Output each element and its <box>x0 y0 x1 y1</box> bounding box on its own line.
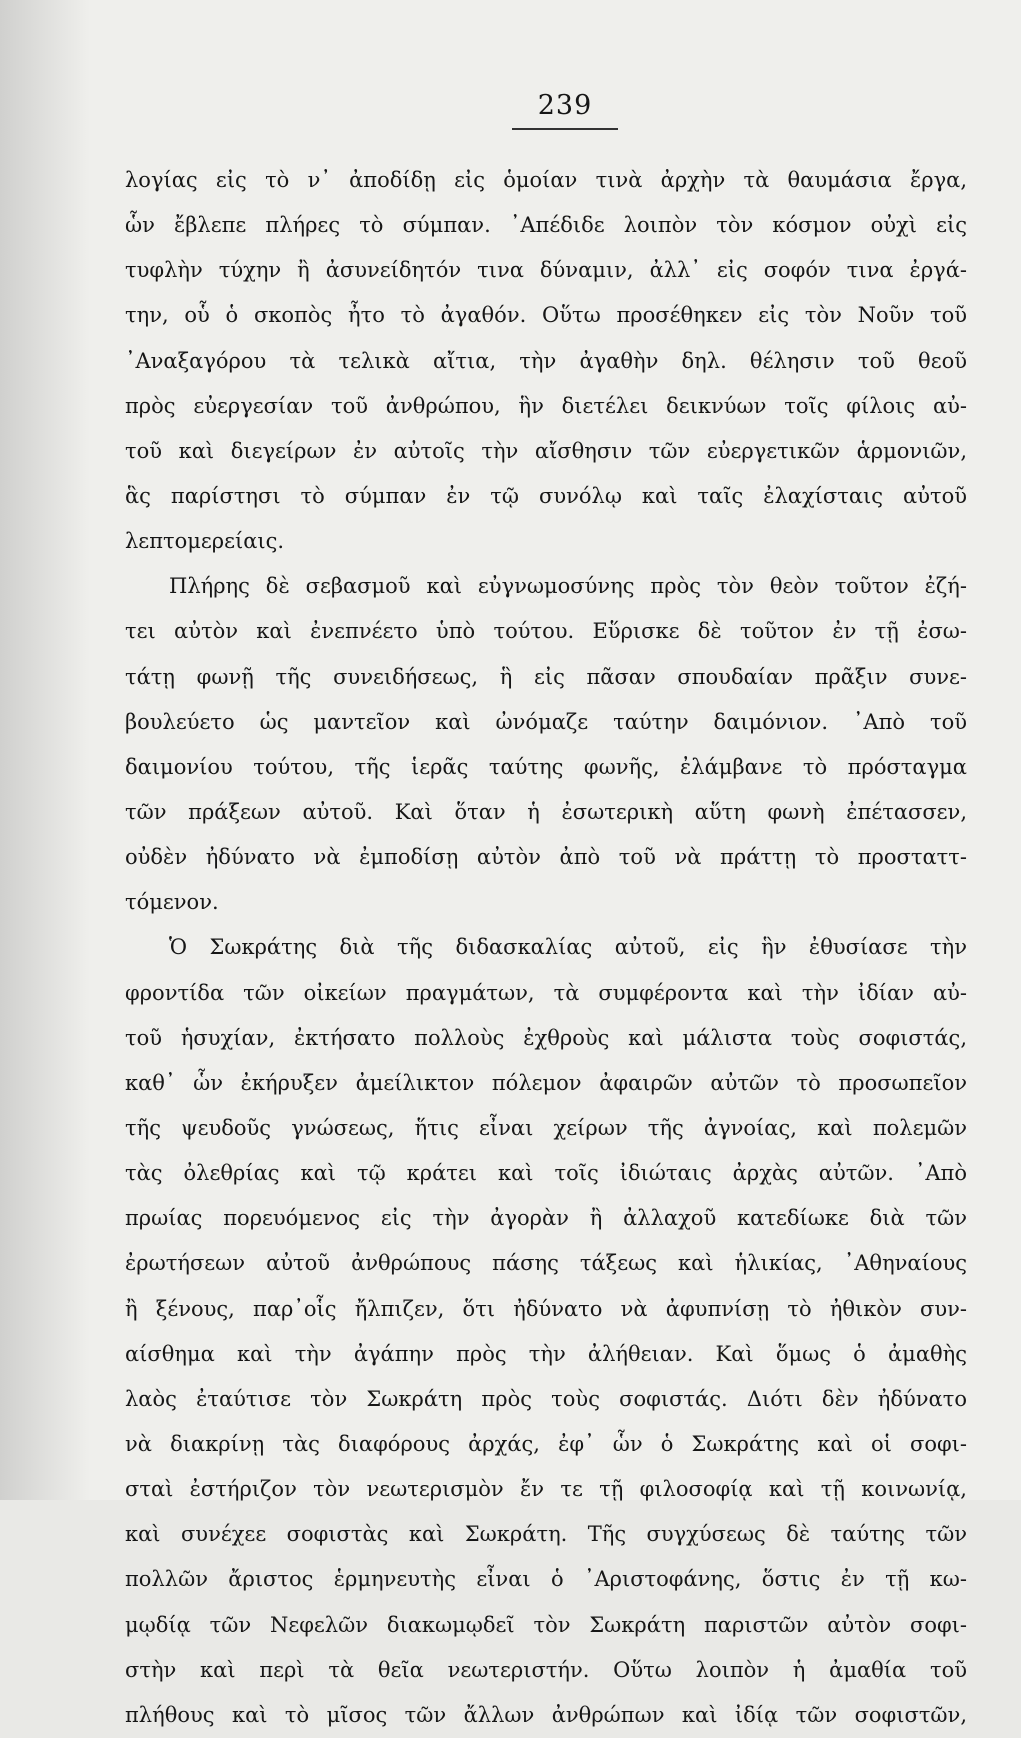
text-line: πρὸς εὐεργεσίαν τοῦ ἀνθρώπου, ἣν διετέλει δεικνύων τοῖς φίλοις αὐ- <box>125 393 967 418</box>
text-line: μῳδίᾳ τῶν Νεφελῶν διακωμῳδεῖ τὸν Σωκράτη παριστῶν αὐτὸν σοφι- <box>125 1612 967 1637</box>
text-line: ἢ ξένους, παρ᾿οἷς ἤλπιζεν, ὅτι ἠδύνατο νὰ ἀφυπνίσῃ τὸ ἠθικὸν συν- <box>125 1296 967 1321</box>
text-line: φροντίδα τῶν οἰκείων πραγμάτων, τὰ συμφέροντα καὶ τὴν ἰδίαν αὐ- <box>125 980 967 1005</box>
text-line: τοῦ ἡσυχίαν, ἐκτήσατο πολλοὺς ἐχθροὺς καὶ μάλιστα τοὺς σοφιστάς, <box>125 1025 967 1050</box>
text-line: πρωίας πορευόμενος εἰς τὴν ἀγορὰν ἢ ἀλλαχοῦ κατεδίωκε διὰ τῶν <box>125 1206 967 1231</box>
text-line: ἃς παρίστησι τὸ σύμπαν ἐν τῷ συνόλῳ καὶ ταῖς ἐλαχίσταις αὐτοῦ <box>125 483 967 508</box>
text-line: σταὶ ἐστήριζον τὸν νεωτερισμὸν ἔν τε τῇ φιλοσοφίᾳ καὶ τῇ κοινωνίᾳ, <box>125 1477 967 1502</box>
scan-edge-shadow <box>0 0 90 1500</box>
text-line: δαιμονίου τούτου, τῆς ἱερᾶς ταύτης φωνῆς, ἐλάμβανε τὸ πρόσταγμα <box>125 754 967 779</box>
text-line: καθ᾿ ὧν ἐκήρυξεν ἀμείλικτον πόλεμον ἀφαιρῶν αὐτῶν τὸ προσωπεῖον <box>125 1070 967 1095</box>
text-line: λογίας εἰς τὸ ν᾿ ἀποδίδῃ εἰς ὁμοίαν τινὰ ἀρχὴν τὰ θαυμάσια ἔργα, <box>125 168 967 192</box>
text-line: καὶ συνέχεε σοφιστὰς καὶ Σωκράτη. Τῆς συγχύσεως δὲ ταύτης τῶν <box>125 1522 967 1547</box>
text-line: τῆς ψευδοῦς γνώσεως, ἥτις εἶναι χείρων τῆς ἀγνοίας, καὶ πολεμῶν <box>125 1115 967 1140</box>
paragraph-start-line: Ὁ Σωκράτης διὰ τῆς διδασκαλίας αὐτοῦ, εἰς ἣν ἐθυσίασε τὴν <box>169 935 967 960</box>
paragraph-start-line: Πλήρης δὲ σεβασμοῦ καὶ εὐγνωμοσύνης πρὸς τὸν θεὸν τοῦτον ἐζή- <box>169 574 967 599</box>
text-line: ὧν ἔβλεπε πλήρες τὸ σύμπαν. ᾿Απέδιδε λοιπὸν τὸν κόσμον οὐχὶ εἰς <box>125 213 967 238</box>
text-line: ἐρωτήσεων αὐτοῦ ἀνθρώπους πάσης τάξεως καὶ ἡλικίας, ᾿Αθηναίους <box>125 1251 967 1276</box>
text-line: αίσθημα καὶ τὴν ἀγάπην πρὸς τὴν ἀλήθειαν. Καὶ ὅμως ὁ ἀμαθὴς <box>125 1341 967 1366</box>
text-line: βουλεύετο ὡς μαντεῖον καὶ ὠνόμαζε ταύτην δαιμόνιον. ᾿Απὸ τοῦ <box>125 709 967 734</box>
text-line: τάτῃ φωνῇ τῆς συνειδήσεως, ἣ εἰς πᾶσαν σπουδαίαν πρᾶξιν συνε- <box>125 664 967 689</box>
text-line: τῶν πράξεων αὐτοῦ. Καὶ ὅταν ἡ ἐσωτερικὴ αὕτη φωνὴ ἐπέτασσεν, <box>125 799 967 824</box>
text-line: πλήθους καὶ τὸ μῖσος τῶν ἄλλων ἀνθρώπων καὶ ἰδίᾳ τῶν σοφιστῶν, <box>125 1702 967 1727</box>
text-line: τει αὐτὸν καὶ ἐνεπνέετο ὑπὸ τούτου. Εὕρισκε δὲ τοῦτον ἐν τῇ ἐσω- <box>125 619 967 644</box>
text-line: στὴν καὶ περὶ τὰ θεῖα νεωτεριστήν. Οὕτω λοιπὸν ἡ ἀμαθία τοῦ <box>125 1657 967 1682</box>
text-line: νὰ διακρίνῃ τὰς διαφόρους ἀρχάς, ἐφ᾿ ὧν ὁ Σωκράτης καὶ οἱ σοφι- <box>125 1431 967 1456</box>
text-line: τόμενον. <box>125 890 219 915</box>
page-number-rule <box>512 128 618 130</box>
text-line: την, οὗ ὁ σκοπὸς ἦτο τὸ ἀγαθόν. Οὕτω προσέθηκεν εἰς τὸν Νοῦν τοῦ <box>125 303 967 328</box>
text-line: πολλῶν ἄριστος ἑρμηνευτὴς εἶναι ὁ ᾿Αριστοφάνης, ὅστις ἐν τῇ κω- <box>125 1567 967 1592</box>
page-number: 239 <box>537 90 593 121</box>
text-line: ᾿Αναξαγόρου τὰ τελικὰ αἴτια, τὴν ἀγαθὴν δηλ. θέλησιν τοῦ θεοῦ <box>125 348 967 373</box>
text-line: λεπτομερείαις. <box>125 529 285 554</box>
text-line: τὰς ὀλεθρίας καὶ τῷ κράτει καὶ τοῖς ἰδιώταις ἀρχὰς αὐτῶν. ᾿Απὸ <box>125 1161 967 1186</box>
text-line: τυφλὴν τύχην ἢ ἀσυνείδητόν τινα δύναμιν, ἀλλ᾿ εἰς σοφόν τινα ἐργά- <box>125 258 967 283</box>
text-line: οὐδὲν ἠδύνατο νὰ ἐμποδίσῃ αὐτὸν ἀπὸ τοῦ νὰ πράττῃ τὸ προσταττ- <box>125 845 967 870</box>
body-text <box>125 158 967 1738</box>
text-line: λαὸς ἐταύτισε τὸν Σωκράτη πρὸς τοὺς σοφιστάς. Διότι δὲν ἠδύνατο <box>125 1386 967 1411</box>
text-line: τοῦ καὶ διεγείρων ἐν αὐτοῖς τὴν αἴσθησιν τῶν εὐεργετικῶν ἁρμονιῶν, <box>125 438 967 463</box>
